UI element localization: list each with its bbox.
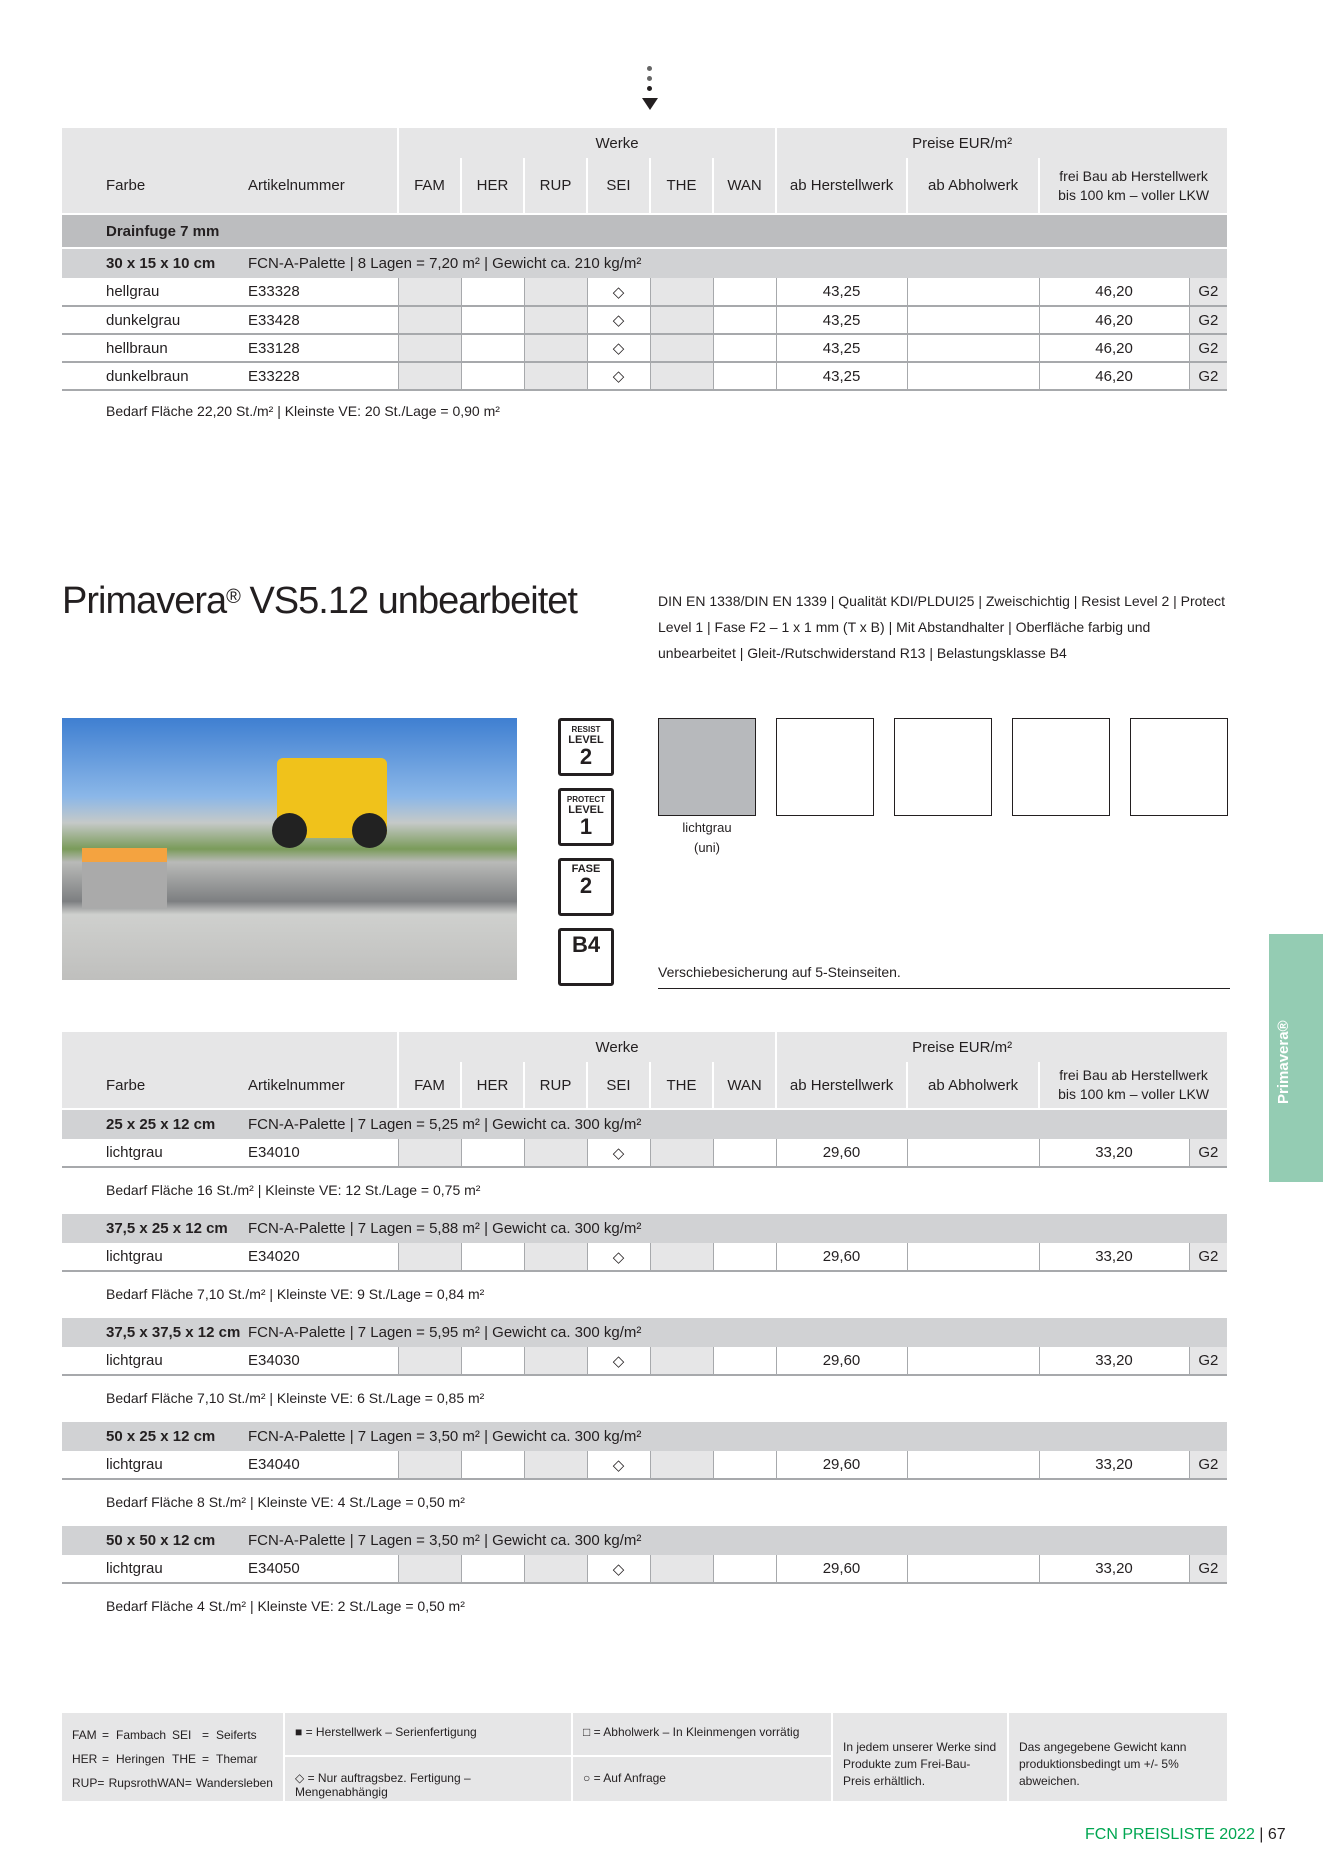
table-row [62, 334, 1227, 362]
werk-cell-rup [524, 1139, 587, 1167]
plant-row: FAM = Fambach SEI = Seiferts [72, 1723, 273, 1747]
size-section [62, 1420, 1227, 1524]
badge-level: 1 [579, 814, 593, 839]
werk-cell-rup [524, 1243, 587, 1271]
size-section [62, 1108, 1227, 1212]
werk-cell-sei: ◇ [587, 1139, 650, 1167]
article-number: E33228 [248, 362, 398, 390]
ab-abholwerk-header: ab Abholwerk [907, 158, 1039, 214]
title-model: VS5.12 unbearbeitet [239, 580, 577, 622]
werk-header: FAM [398, 1062, 461, 1108]
pallet-info: FCN-A-Palette | 8 Lagen = 7,20 m² | Gewicht ca. 210 kg/m² [248, 248, 1227, 278]
werk-cell-her [461, 1243, 524, 1271]
price-ab-herstellwerk: 29,60 [776, 1555, 907, 1583]
page-title [62, 580, 577, 623]
price-frei-bau: 33,20 [1039, 1347, 1189, 1375]
werk-header: THE [650, 158, 713, 214]
price-frei-bau: 46,20 [1039, 362, 1189, 390]
price-frei-bau: 46,20 [1039, 306, 1189, 334]
plant-name: Seiferts [216, 1728, 257, 1742]
artikelnummer-header: Artikelnummer [248, 1062, 398, 1108]
size-section [62, 1316, 1227, 1420]
displacement-note: Verschiebesicherung auf 5-Steinseiten. [658, 964, 1230, 989]
frei-bau-line1: frei Bau ab Herstellwerk [1059, 1067, 1208, 1083]
legend-herstellwerk: ■ = Herstellwerk – Serienfertigung [285, 1713, 571, 1755]
werk-cell-sei: ◇ [587, 1243, 650, 1271]
price-frei-bau: 33,20 [1039, 1555, 1189, 1583]
werk-header: RUP [524, 1062, 587, 1108]
price-ab-herstellwerk: 43,25 [776, 362, 907, 390]
price-ab-abholwerk [907, 278, 1039, 306]
size-section [62, 1212, 1227, 1316]
price-ab-abholwerk [907, 1555, 1039, 1583]
price-ab-herstellwerk: 29,60 [776, 1347, 907, 1375]
price-ab-abholwerk [907, 362, 1039, 390]
werk-cell-fam [398, 278, 461, 306]
werk-header: HER [461, 1062, 524, 1108]
price-ab-herstellwerk: 43,25 [776, 306, 907, 334]
article-number: E33328 [248, 278, 398, 306]
table-row [62, 1451, 1227, 1479]
werk-header: SEI [587, 1062, 650, 1108]
artikelnummer-header: Artikelnummer [248, 158, 398, 214]
werk-cell-wan [713, 1451, 776, 1479]
werk-cell-wan [713, 1555, 776, 1583]
price-ab-herstellwerk: 29,60 [776, 1451, 907, 1479]
plant-code: THE [172, 1752, 196, 1766]
farbe-header: Farbe [62, 158, 248, 214]
werk-cell-wan [713, 1139, 776, 1167]
werk-cell-the [650, 306, 713, 334]
table-row [62, 362, 1227, 390]
price-ab-abholwerk [907, 334, 1039, 362]
werk-cell-wan [713, 278, 776, 306]
table-row [62, 1243, 1227, 1271]
werk-cell-her [461, 1347, 524, 1375]
color-swatch[interactable] [776, 718, 874, 816]
werk-cell-her [461, 306, 524, 334]
badge-mid-text: LEVEL [568, 804, 604, 816]
product-photo [62, 718, 517, 980]
plant-row: RUP = Rupsroth WAN = Wandersleben [72, 1771, 273, 1795]
plant-code: SEI [172, 1728, 192, 1742]
price-group: G2 [1189, 278, 1227, 306]
werk-cell-sei: ◇ [587, 1347, 650, 1375]
color-name: lichtgrau [62, 1139, 248, 1167]
frei-bau-line2: bis 100 km – voller LKW [1058, 186, 1210, 203]
price-frei-bau: 33,20 [1039, 1451, 1189, 1479]
table-row [62, 306, 1227, 334]
requirement-note: Bedarf Fläche 16 St./m² | Kleinste VE: 12 St./Lage = 0,75 m² [106, 1182, 481, 1198]
bevel-edge-icon [558, 858, 614, 916]
werk-cell-her [461, 362, 524, 390]
color-name: lichtgrau [62, 1347, 248, 1375]
size-label: 30 x 15 x 10 cm [62, 248, 248, 278]
werk-cell-fam [398, 1555, 461, 1583]
requirement-note: Bedarf Fläche 8 St./m² | Kleinste VE: 4 St./Lage = 0,50 m² [106, 1494, 465, 1510]
snowflake-icon [558, 718, 614, 776]
werk-cell-the [650, 1347, 713, 1375]
werke-header: Werke [398, 128, 776, 158]
werk-cell-rup [524, 1451, 587, 1479]
werk-cell-rup [524, 1555, 587, 1583]
price-ab-herstellwerk: 29,60 [776, 1243, 907, 1271]
price-ab-herstellwerk: 29,60 [776, 1139, 907, 1167]
werk-cell-her [461, 1451, 524, 1479]
werk-header: WAN [713, 1062, 776, 1108]
price-group: G2 [1189, 306, 1227, 334]
color-swatch[interactable] [658, 718, 756, 816]
werk-cell-rup [524, 362, 587, 390]
werk-cell-sei: ◇ [587, 278, 650, 306]
color-name: lichtgrau [62, 1555, 248, 1583]
frei-bau-line1: frei Bau ab Herstellwerk [1059, 167, 1208, 184]
werk-cell-rup [524, 278, 587, 306]
badge-level: 2 [579, 873, 593, 898]
ab-herstellwerk-header: ab Herstellwerk [776, 158, 907, 214]
werk-cell-the [650, 334, 713, 362]
price-ab-herstellwerk: 43,25 [776, 334, 907, 362]
arrows-down-icon [558, 788, 614, 846]
price-group: G2 [1189, 1555, 1227, 1583]
werk-cell-the [650, 1243, 713, 1271]
werk-header: WAN [713, 158, 776, 214]
werk-cell-sei: ◇ [587, 1451, 650, 1479]
pallet-info: FCN-A-Palette | 7 Lagen = 3,50 m² | Gewicht ca. 300 kg/m² [248, 1525, 1227, 1555]
werk-cell-her [461, 1555, 524, 1583]
legend-abholwerk: □ = Abholwerk – In Kleinmengen vorrätig [573, 1713, 831, 1755]
product-specification: DIN EN 1338/DIN EN 1339 | Qualität KDI/PLDUI25 | Zweischichtig | Resist Level 2 | Protect Level 1 | Fase F2 – 1 x 1 mm (T x B) | Mit Abstandhalter | Oberfläche farbig und unbearbeitet | Gleit-/Rutschwiderstand R13 | Belastungsklasse B4 [658, 593, 1225, 661]
size-label: 50 x 25 x 12 cm [62, 1421, 248, 1451]
badge-small-text: PROTECT [566, 795, 606, 804]
color-swatch[interactable] [894, 718, 992, 816]
size-label: 50 x 50 x 12 cm [62, 1525, 248, 1555]
werk-cell-fam [398, 334, 461, 362]
price-group: G2 [1189, 334, 1227, 362]
primavera-table [62, 1032, 1227, 1628]
werk-cell-fam [398, 1139, 461, 1167]
werk-cell-wan [713, 306, 776, 334]
werk-cell-the [650, 278, 713, 306]
price-ab-herstellwerk: 43,25 [776, 278, 907, 306]
size-section [62, 1524, 1227, 1628]
price-group: G2 [1189, 1451, 1227, 1479]
size-label: 37,5 x 25 x 12 cm [62, 1213, 248, 1243]
requirement-note: Bedarf Fläche 7,10 St./m² | Kleinste VE: 6 St./Lage = 0,85 m² [106, 1390, 485, 1406]
swatch-color-type: (uni) [693, 840, 720, 855]
continue-arrow-icon [640, 64, 660, 114]
pallet-info: FCN-A-Palette | 7 Lagen = 5,88 m² | Gewicht ca. 300 kg/m² [248, 1213, 1227, 1243]
side-tab-label: Primavera® [1275, 1020, 1292, 1104]
plant-abbreviations [62, 1713, 283, 1801]
werk-header: RUP [524, 158, 587, 214]
price-ab-abholwerk [907, 1243, 1039, 1271]
article-number: E34030 [248, 1347, 398, 1375]
price-group: G2 [1189, 1243, 1227, 1271]
plant-name: Fambach [116, 1728, 167, 1742]
pallet-info: FCN-A-Palette | 7 Lagen = 5,25 m² | Gewicht ca. 300 kg/m² [248, 1109, 1227, 1139]
color-name: lichtgrau [62, 1451, 248, 1479]
price-ab-abholwerk [907, 306, 1039, 334]
color-name: dunkelgrau [62, 306, 248, 334]
plant-name: Rupsroth [108, 1776, 158, 1790]
werk-cell-rup [524, 334, 587, 362]
price-group: G2 [1189, 1139, 1227, 1167]
badge-level: 2 [579, 744, 593, 769]
legend-frei-bau-note: In jedem unserer Werke sind Produkte zum Frei-Bau-Preis erhältlich. [833, 1713, 1007, 1801]
group-header: Drainfuge 7 mm [62, 214, 1227, 248]
truck-icon [558, 928, 614, 986]
werk-cell-fam [398, 1243, 461, 1271]
plant-name: Themar [216, 1752, 258, 1766]
article-number: E33428 [248, 306, 398, 334]
article-number: E33128 [248, 334, 398, 362]
werk-cell-the [650, 1139, 713, 1167]
size-label: 25 x 25 x 12 cm [62, 1109, 248, 1139]
price-ab-abholwerk [907, 1139, 1039, 1167]
badge-small-text: RESIST [571, 725, 601, 734]
price-ab-abholwerk [907, 1451, 1039, 1479]
werk-cell-her [461, 278, 524, 306]
article-number: E34020 [248, 1243, 398, 1271]
legend-auftrag: ◇ = Nur auftragsbez. Fertigung – Mengenabhängig [285, 1757, 571, 1801]
pallet-info: FCN-A-Palette | 7 Lagen = 5,95 m² | Gewicht ca. 300 kg/m² [248, 1317, 1227, 1347]
werk-cell-sei: ◇ [587, 306, 650, 334]
article-number: E34040 [248, 1451, 398, 1479]
frei-bau-header [1039, 158, 1227, 214]
article-number: E34010 [248, 1139, 398, 1167]
werk-header: HER [461, 158, 524, 214]
werk-header: FAM [398, 158, 461, 214]
werk-cell-the [650, 362, 713, 390]
price-frei-bau: 46,20 [1039, 278, 1189, 306]
werk-cell-fam [398, 1451, 461, 1479]
werk-cell-sei: ◇ [587, 1555, 650, 1583]
plant-row: HER = Heringen THE = Themar [72, 1747, 273, 1771]
werk-cell-fam [398, 1347, 461, 1375]
werk-cell-rup [524, 306, 587, 334]
legend-anfrage: ○ = Auf Anfrage [573, 1757, 831, 1801]
plant-code: RUP [72, 1776, 98, 1790]
table-row [62, 1347, 1227, 1375]
ab-herstellwerk-header: ab Herstellwerk [776, 1062, 907, 1108]
price-ab-abholwerk [907, 1347, 1039, 1375]
registered-mark: ® [226, 586, 240, 608]
werk-cell-wan [713, 334, 776, 362]
werk-cell-wan [713, 1347, 776, 1375]
badge-mid-text: FASE [571, 863, 601, 875]
badge-level: B4 [571, 932, 601, 957]
article-number: E34050 [248, 1555, 398, 1583]
footer-separator: | [1254, 1826, 1268, 1843]
color-name: lichtgrau [62, 1243, 248, 1271]
pallet-info: FCN-A-Palette | 7 Lagen = 3,50 m² | Gewicht ca. 300 kg/m² [248, 1421, 1227, 1451]
table-row [62, 1139, 1227, 1167]
ab-abholwerk-header: ab Abholwerk [907, 1062, 1039, 1108]
plant-code: HER [72, 1752, 98, 1766]
section-side-tab[interactable] [1269, 934, 1323, 1182]
legend [62, 1713, 1227, 1801]
farbe-header: Farbe [62, 1062, 248, 1108]
color-name: dunkelbraun [62, 362, 248, 390]
price-frei-bau: 33,20 [1039, 1243, 1189, 1271]
werk-cell-wan [713, 362, 776, 390]
werk-cell-the [650, 1451, 713, 1479]
color-swatch[interactable] [1130, 718, 1228, 816]
preise-header: Preise EUR/m² [776, 128, 1227, 158]
size-label: 37,5 x 37,5 x 12 cm [62, 1317, 248, 1347]
price-group: G2 [1189, 362, 1227, 390]
plant-name: Wandersleben [196, 1776, 273, 1790]
table-row [62, 278, 1227, 306]
requirement-note: Bedarf Fläche 7,10 St./m² | Kleinste VE: 9 St./Lage = 0,84 m² [106, 1286, 485, 1302]
requirement-note: Bedarf Fläche 22,20 St./m² | Kleinste VE: 20 St./Lage = 0,90 m² [106, 403, 500, 419]
frei-bau-line2: bis 100 km – voller LKW [1058, 1086, 1210, 1102]
werk-header: SEI [587, 158, 650, 214]
werk-cell-fam [398, 306, 461, 334]
werk-cell-wan [713, 1243, 776, 1271]
page-number: 67 [1267, 1826, 1286, 1843]
preise-header: Preise EUR/m² [776, 1032, 1227, 1062]
color-name: hellgrau [62, 278, 248, 306]
color-name: hellbraun [62, 334, 248, 362]
werk-cell-sei: ◇ [587, 362, 650, 390]
werk-cell-sei: ◇ [587, 334, 650, 362]
requirement-note: Bedarf Fläche 4 St./m² | Kleinste VE: 2 St./Lage = 0,50 m² [106, 1598, 465, 1614]
drainfuge-table [62, 128, 1227, 431]
frei-bau-header [1039, 1062, 1227, 1108]
table-row [62, 1555, 1227, 1583]
price-frei-bau: 33,20 [1039, 1139, 1189, 1167]
werk-cell-her [461, 334, 524, 362]
title-name: Primavera [62, 580, 227, 622]
swatch-label [658, 818, 756, 858]
plant-code: FAM [72, 1728, 97, 1742]
swatch-color-name: lichtgrau [682, 820, 732, 835]
page-footer [1085, 1826, 1286, 1844]
plant-code: WAN [157, 1776, 185, 1790]
werke-header: Werke [398, 1032, 776, 1062]
footer-brand: FCN PREISLISTE 2022 [1085, 1826, 1255, 1843]
plant-name: Heringen [116, 1752, 165, 1766]
werk-cell-rup [524, 1347, 587, 1375]
price-group: G2 [1189, 1347, 1227, 1375]
werk-cell-the [650, 1555, 713, 1583]
price-frei-bau: 46,20 [1039, 334, 1189, 362]
werk-cell-fam [398, 362, 461, 390]
color-swatch[interactable] [1012, 718, 1110, 816]
werk-header: THE [650, 1062, 713, 1108]
badge-mid-text: LEVEL [568, 734, 604, 746]
werk-cell-her [461, 1139, 524, 1167]
legend-weight-note: Das angegebene Gewicht kann produktionsbedingt um +/- 5% abweichen. [1009, 1713, 1227, 1801]
